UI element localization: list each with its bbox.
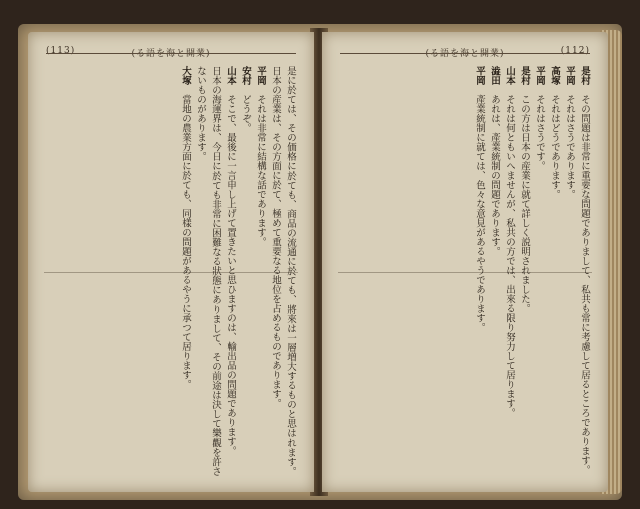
left-running-head: (る語を海と開業) [131, 49, 211, 59]
right-running-head: (る語を海と開業) [425, 49, 505, 59]
right-page-text [338, 66, 592, 476]
speaker-name: 澁田 [489, 66, 500, 95]
paragraph [487, 66, 502, 476]
paragraph-text: その問題は非常に重要な問題でありまして、私共も常に考慮して居るところであります。 [579, 94, 590, 475]
paragraph-text: 當地の農業方面に於ても、同樣の問題があるやうに承つて居ります。 [180, 94, 191, 389]
speaker-name: 平岡 [564, 66, 575, 95]
open-book [18, 24, 622, 500]
paragraph [577, 66, 592, 476]
paragraph-text: それは非常に結構な話であります。 [255, 94, 266, 247]
paragraph-text: この方は日本の産業に就て詳しく説明されました。 [519, 94, 530, 313]
paragraph-text: それはさうであります。 [564, 94, 575, 199]
paragraph [268, 66, 298, 476]
left-page [28, 32, 314, 492]
paragraph [547, 66, 562, 476]
paragraph-text: どうぞ。 [240, 94, 251, 133]
paragraph [238, 66, 253, 476]
paragraph [562, 66, 577, 476]
speaker-name: 山本 [225, 66, 236, 95]
left-page-text [44, 66, 298, 476]
paragraph-text: 產業統制に就ては、色々な意見があるやうであります。 [474, 94, 485, 332]
paragraph-text: あれは、產業統制の問題であります。 [489, 94, 500, 256]
paragraph [472, 66, 487, 476]
speaker-name: 高塚 [549, 66, 560, 95]
paragraph-text: 是に於ては、その価格に於ても、商品の流通に於ても、將來は一層増大するものと思はれます。日本の産業は、その方面に於て、極めて重要なる地位を占めるものであります。 [270, 66, 296, 476]
right-page-number: (112) [560, 46, 590, 56]
left-page-number: (113) [46, 46, 76, 56]
right-header-rule [340, 53, 590, 54]
speaker-name: 安村 [240, 66, 251, 95]
left-header-rule [46, 53, 296, 54]
speaker-name: 平岡 [534, 66, 545, 95]
right-page [322, 32, 608, 492]
paragraph [532, 66, 547, 476]
paragraph [178, 66, 193, 476]
speaker-name: 平岡 [255, 66, 266, 95]
speaker-name: 大塚 [180, 66, 191, 95]
paragraph [223, 66, 238, 476]
paragraph-text: それは何ともいへませんが、私共の方では、出來る限り努力して居ります。 [504, 94, 515, 418]
paragraph-text: それはどうであります。 [549, 94, 560, 199]
paragraph [193, 66, 223, 476]
paragraph-text: 日本の海運界は、今日に於ても非常に困難なる狀態にありまして、その前途は決して樂觀を許さないものがあります。 [195, 66, 221, 476]
paragraph [253, 66, 268, 476]
paragraph-text: それはさうです。 [534, 94, 545, 171]
speaker-name: 平岡 [474, 66, 485, 95]
paragraph-text: そこで、最後に一言申し上げて置きたいと思ひますのは、輸出品の問題であります。 [225, 94, 236, 456]
speaker-name: 是村 [519, 66, 530, 95]
paragraph [517, 66, 532, 476]
paragraph [502, 66, 517, 476]
speaker-name: 是村 [579, 66, 590, 95]
speaker-name: 山本 [504, 66, 515, 95]
